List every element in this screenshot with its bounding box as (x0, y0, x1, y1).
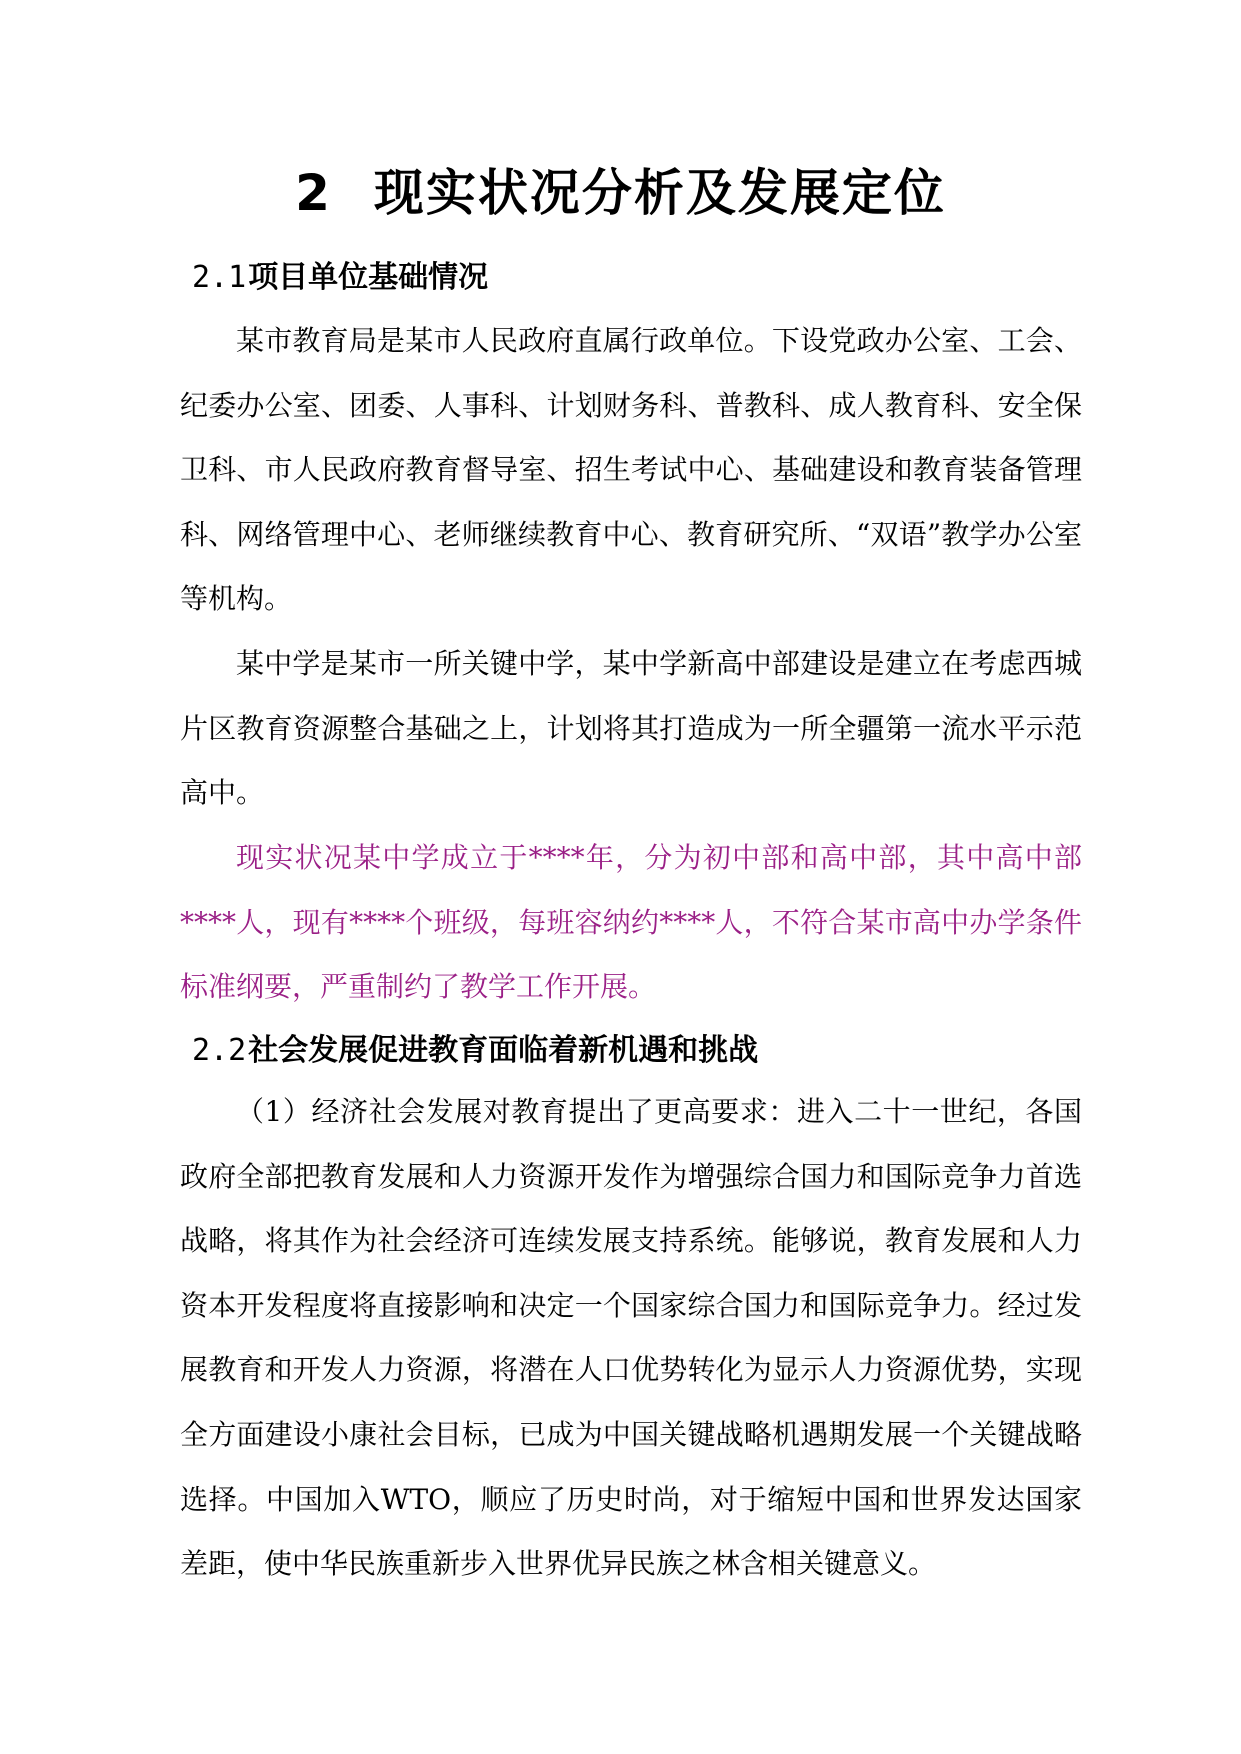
section-number: 2.2 (192, 1033, 247, 1068)
chapter-title (0, 158, 1241, 228)
section-title: 社会发展促进教育面临着新机遇和挑战 (248, 1033, 759, 1068)
paragraph-economic-development: （1）经济社会发展对教育提出了更高要求：进入二十一世纪，各国政府全部把教育发展和人力资源开发作为增强综合国力和国际竞争力首选战略，将其作为社会经济可连续发展支持系统。能够说，教育发展和人力资本开发程度将直接影响和决定一个国家综合国力和国际竞争力。经过发展教育和开发人力资源，将潜在人口优势转化为显示人力资源优势，实现全方面建设小康社会目标，已成为中国关键战略机遇期发展一个关键战略选择。中国加入WTO，顺应了历史时尚，对于缩短中国和世界发达国家差距，使中华民族重新步入世界优异民族之林含相关键意义。 (180, 1095, 1082, 1581)
section-number: 2.1 (192, 260, 247, 295)
section-title: 项目单位基础情况 (248, 260, 489, 295)
section-heading-2-2 (192, 1029, 758, 1073)
chapter-title-text: 现实状况分析及发展定位 (373, 164, 946, 222)
paragraph-current-status: 现实状况某中学成立于****年，分为初中部和高中部，其中高中部****人，现有****个班级，每班容纳约****人，不符合某市高中办学条件标准纲要，严重制约了教学工作开展。 (180, 841, 1082, 1004)
paragraph-education-bureau: 某市教育局是某市人民政府直属行政单位。下设党政办公室、工会、纪委办公室、团委、人事科、计划财务科、普教科、成人教育科、安全保卫科、市人民政府教育督导室、招生考试中心、基础建设和教育装备管理科、网络管理中心、老师继续教育中心、教育研究所、“双语”教学办公室等机构。 (180, 324, 1082, 616)
chapter-number: 2 (295, 164, 332, 222)
paragraph-middle-school: 某中学是某市一所关键中学，某中学新高中部建设是建立在考虑西城片区教育资源整合基础之上，计划将其打造成为一所全疆第一流水平示范高中。 (180, 647, 1082, 810)
section-heading-2-1 (192, 256, 488, 300)
